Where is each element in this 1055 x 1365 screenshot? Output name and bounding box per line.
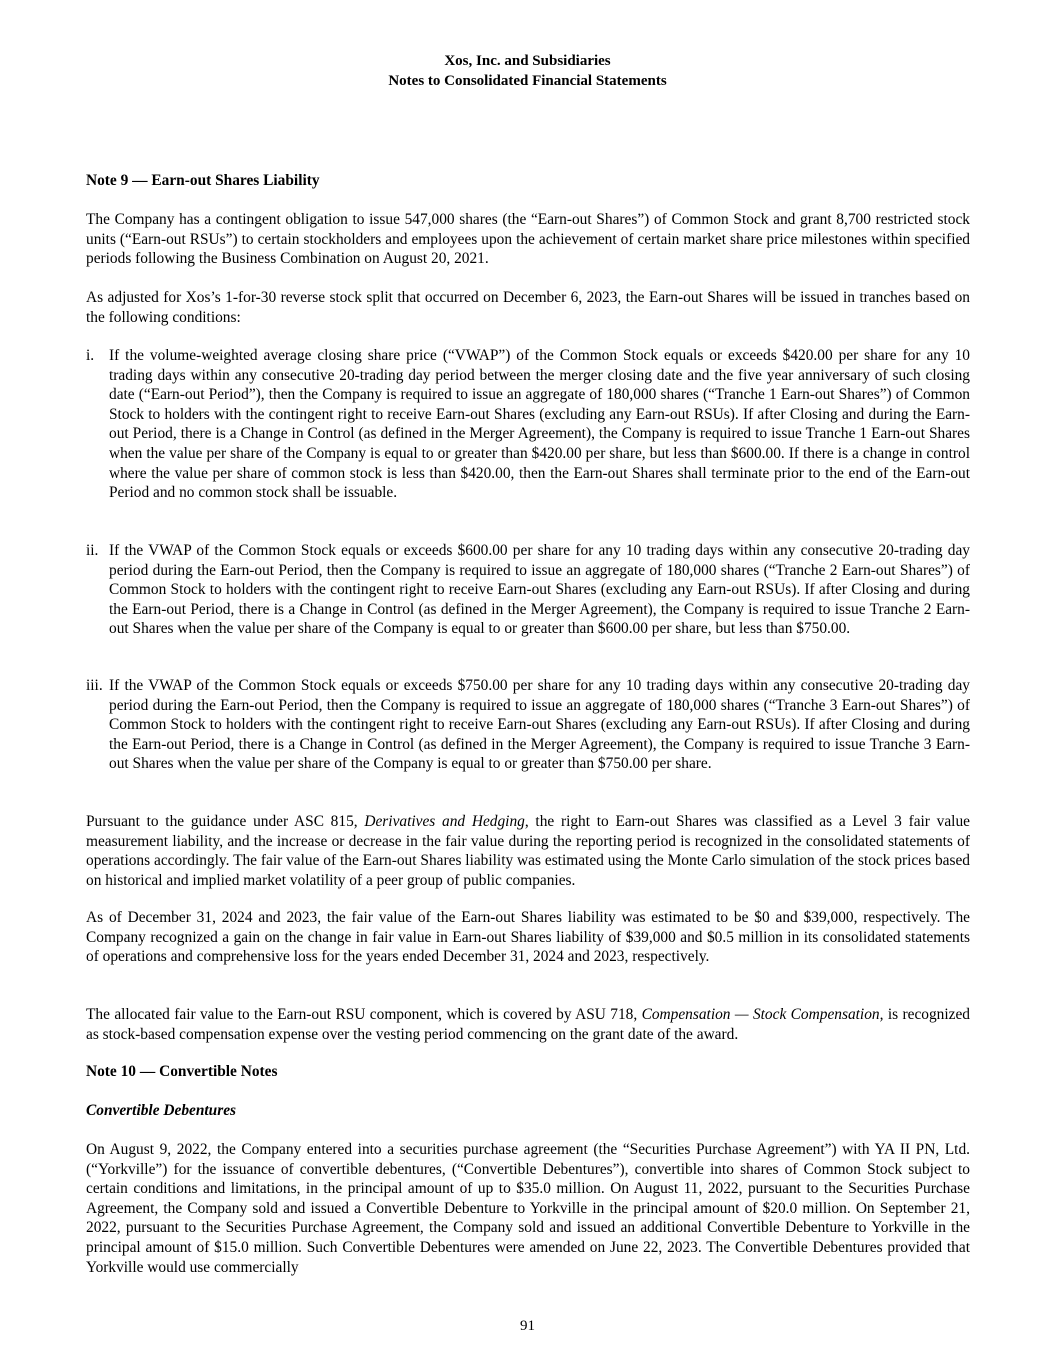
statement-subtitle: Notes to Consolidated Financial Statements: [388, 73, 667, 89]
asc-815-title: Derivatives and Hedging: [364, 813, 525, 830]
tranche-3-item: [86, 676, 970, 774]
company-name: Xos, Inc. and Subsidiaries: [444, 53, 611, 69]
convertible-debentures-subheading: Convertible Debentures: [86, 1102, 237, 1119]
list-marker: iii.: [86, 677, 103, 694]
asu-718-title: Compensation — Stock Compensation,: [641, 1006, 884, 1023]
note-10-paragraph-1: On August 9, 2022, the Company entered into a securities purchase agreement (the “Securities Purchase Agreement”) with YA II PN, Ltd. (“Yorkville”) for the issuance of convertible debentures, (“Convertible Debentures”), convertible into shares of Common Stock subject to certain conditions and limitations, in the principal amount of up to $35.0 million. On August 11, 2022, pursuant to the Securities Purchase Agreement, the Company sold and issued a Convertible Debenture to Yorkville in the principal amount of $20.0 million. On September 21, 2022, pursuant to the Securities Purchase Agreement, the Company sold and issued an additional Convertible Debenture to Yorkville in the principal amount of $15.0 million. Such Convertible Debentures were amended on June 22, 2023. The Convertible Debentures provided that Yorkville would use commercially: [86, 1141, 970, 1276]
tranche-1-item: [86, 346, 970, 503]
list-item-text: If the volume-weighted average closing share price (“VWAP”) of the Common Stock equals or exceeds $420.00 per share for any 10 trading days within any consecutive 20-trading day period between the merger closing date and the five year anniversary of such closing date (“Earn-out Period”), then the Company is required to issue an aggregate of 180,000 shares (“Tranche 1 Earn-out Shares”) of Common Stock to holders with the contingent right to receive Earn-out Shares (excluding any Earn-out RSUs). If after Closing and during the Earn-out Period, there is a Change in Control (as defined in the Merger Agreement), the Company is required to issue Tranche 1 Earn-out Shares when the value per share of the Company is equal to or greater than $420.00 per share, but less than $600.00. If there is a change in control where the value per share of common stock is less than $420.00, then the Earn-out Shares shall terminate prior to the end of the Earn-out Period and no common stock shall be issuable.: [109, 347, 970, 502]
note-10-heading: Note 10 — Convertible Notes: [86, 1063, 278, 1080]
page-number: 91: [520, 1318, 535, 1334]
tranche-2-item: [86, 541, 970, 639]
note-9-paragraph-3: Pursuant to the guidance under ASC 815, Derivatives and Hedging, the right to Earn-out Shares was classified as a Level 3 fair value measurement liability, and the increase or decrease in the fair value during the reporting period is recognized in the consolidated statements of operations accordingly. The fair value of the Earn-out Shares liability was estimated using the Monte Carlo simulation of the stock prices based on historical and implied market volatility of a peer group of public companies.: [86, 813, 970, 889]
list-marker: i.: [86, 347, 95, 364]
note-9-paragraph-5: The allocated fair value to the Earn-out RSU component, which is covered by ASU 718, Compensation — Stock Compensation, is recognized as stock-based compensation expense over the vesting period commencing on the grant date of the award.: [86, 1006, 970, 1043]
note-9-heading: Note 9 — Earn-out Shares Liability: [86, 172, 320, 189]
note-9-paragraph-2: As adjusted for Xos’s 1-for-30 reverse stock split that occurred on December 6, 2023, the Earn-out Shares will be issued in tranches based on the following conditions:: [86, 289, 970, 326]
list-marker: ii.: [86, 542, 99, 559]
note-9-paragraph-1: The Company has a contingent obligation to issue 547,000 shares (the “Earn-out Shares”) of Common Stock and grant 8,700 restricted stock units (“Earn-out RSUs”) to certain stockholders and employees upon the achievement of certain market share price milestones within specified periods following the Business Combination on August 20, 2021.: [86, 211, 970, 268]
note-9-paragraph-4: As of December 31, 2024 and 2023, the fair value of the Earn-out Shares liability was estimated to be $0 and $39,000, respectively. The Company recognized a gain on the change in fair value in Earn-out Shares liability of $39,000 and $0.5 million in its consolidated statements of operations and comprehensive loss for the years ended December 31, 2024 and 2023, respectively.: [86, 909, 970, 966]
list-item-text: If the VWAP of the Common Stock equals or exceeds $600.00 per share for any 10 trading days within any consecutive 20-trading day period during the Earn-out Period, then the Company is required to issue an aggregate of 180,000 shares (“Tranche 2 Earn-out Shares”) of Common Stock to holders with the contingent right to receive Earn-out Shares (excluding any Earn-out RSUs). If after Closing and during the Earn-out Period, there is a Change in Control (as defined in the Merger Agreement), the Company is required to issue Tranche 2 Earn-out Shares when the value per share of the Company is equal to or greater than $600.00 per share, but less than $750.00.: [109, 542, 970, 638]
list-item-text: If the VWAP of the Common Stock equals or exceeds $750.00 per share for any 10 trading days within any consecutive 20-trading day period during the Earn-out Period, then the Company is required to issue an aggregate of 180,000 shares (“Tranche 3 Earn-out Shares”) of Common Stock to holders with the contingent right to receive Earn-out Shares (excluding any Earn-out RSUs). If after Closing and during the Earn-out Period, there is a Change in Control (as defined in the Merger Agreement), the Company is required to issue Tranche 3 Earn-out Shares when the value per share of the Company is equal to or greater than $750.00 per share.: [109, 677, 970, 773]
